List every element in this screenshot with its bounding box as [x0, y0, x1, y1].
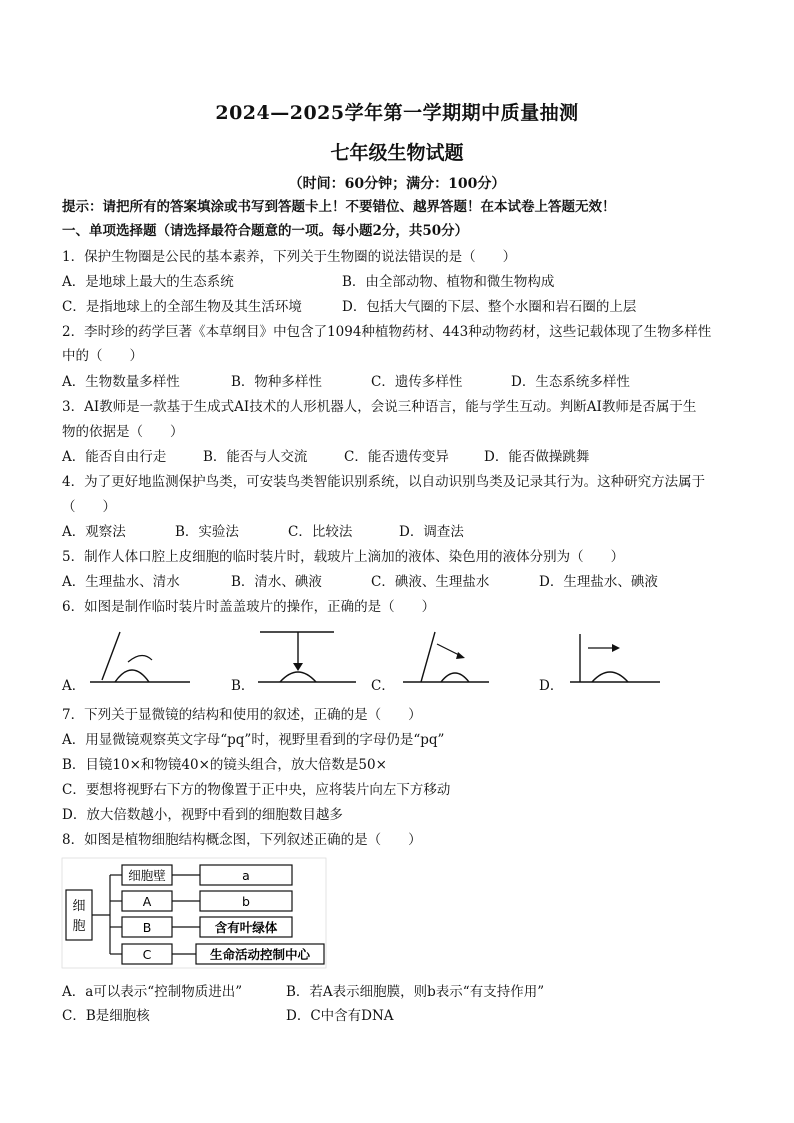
- coverslip-figure-c: [403, 630, 523, 690]
- question-6-option-a: A．: [62, 678, 86, 694]
- question-1-option-c: C．是指地球上的全部生物及其生活环境: [62, 299, 302, 315]
- exam-title: 2024—2025学年第一学期期中质量抽测: [215, 102, 579, 124]
- question-2-stem: 2．李时珍的药学巨著《本草纲目》中包含了1094种植物药材、443种动物药材，这些记载体现了生物多样性: [62, 324, 712, 340]
- exam-subject: 七年级生物试题: [330, 142, 464, 164]
- question-4-option-c: C．比较法: [288, 524, 353, 540]
- question-2-option-a: A．生物数量多样性: [62, 374, 180, 390]
- time-info: （时间：60分钟；满分：100分）: [288, 176, 506, 192]
- question-3-stem-cont: 物的依据是（ ）: [62, 424, 184, 440]
- question-1-option-a: A．是地球上最大的生态系统: [62, 274, 234, 290]
- question-8-option-b: B．若A表示细胞膜，则b表示“有支持作用”: [286, 984, 545, 1000]
- question-2-option-b: B．物种多样性: [231, 374, 322, 390]
- diagram-desc-b: b: [242, 894, 250, 909]
- diagram-desc-chloroplast: 含有叶绿体: [214, 920, 278, 935]
- question-6-option-c: C．: [371, 678, 395, 694]
- question-7-option-b: B．目镜10×和物镜40×的镜头组合，放大倍数是50×: [62, 757, 387, 773]
- question-5-option-c: C．碘液、生理盐水: [371, 574, 490, 590]
- question-1-option-d: D．包括大气圈的下层、整个水圈和岩石圈的上层: [342, 299, 637, 315]
- question-5-option-b: B．清水、碘液: [231, 574, 322, 590]
- question-7-option-d: D．放大倍数越小，视野中看到的细胞数目越多: [62, 807, 343, 823]
- question-8-option-d: D．C中含有DNA: [286, 1008, 394, 1024]
- coverslip-figure-a: [90, 630, 200, 690]
- coverslip-figure-b: [258, 630, 368, 690]
- question-4-stem: 4．为了更好地监测保护鸟类，可安装鸟类智能识别系统，以自动识别鸟类及记录其行为。这种研究方法属于: [62, 474, 706, 490]
- diagram-node-wall: 细胞壁: [128, 868, 166, 883]
- diagram-desc-a: a: [242, 868, 250, 883]
- question-2-option-c: C．遗传多样性: [371, 374, 463, 390]
- question-3-option-a: A．能否自由行走: [62, 449, 167, 465]
- question-5-option-d: D．生理盐水、碘液: [539, 574, 658, 590]
- question-3-option-b: B．能否与人交流: [203, 449, 308, 465]
- question-7-option-c: C．要想将视野右下方的物像置于正中央，应将装片向左下方移动: [62, 782, 451, 798]
- question-6-stem: 6．如图是制作临时装片时盖盖玻片的操作，正确的是（ ）: [62, 599, 436, 615]
- diagram-root-char2: 胞: [72, 919, 86, 934]
- question-1-stem: 1．保护生物圈是公民的基本素养，下列关于生物圈的说法错误的是（ ）: [62, 249, 517, 265]
- question-7-stem: 7．下列关于显微镜的结构和使用的叙述，正确的是（ ）: [62, 707, 422, 723]
- question-6-option-b: B．: [231, 678, 255, 694]
- diagram-node-b: B: [142, 920, 152, 935]
- question-1-option-b: B．由全部动物、植物和微生物构成: [342, 274, 555, 290]
- question-5-option-a: A．生理盐水、清水: [62, 574, 180, 590]
- section-heading: 一、单项选择题（请选择最符合题意的一项。每小题2分，共50分）: [62, 223, 469, 239]
- question-2-option-d: D．生态系统多样性: [511, 374, 630, 390]
- question-4-stem-cont: （ ）: [62, 499, 116, 515]
- question-4-option-b: B．实验法: [175, 524, 239, 540]
- question-3-option-d: D．能否做操跳舞: [484, 449, 590, 465]
- diagram-root-char1: 细: [72, 899, 86, 914]
- diagram-node-c: C: [142, 947, 152, 962]
- question-5-stem: 5．制作人体口腔上皮细胞的临时装片时，载玻片上滴加的液体、染色用的液体分别为（ ）: [62, 549, 625, 565]
- question-3-stem: 3．AI教师是一款基于生成式AI技术的人形机器人，会说三种语言，能与学生互动。判断AI教师是否属于生: [62, 399, 697, 415]
- question-4-option-d: D．调查法: [399, 524, 464, 540]
- question-8-option-c: C．B是细胞核: [62, 1008, 150, 1024]
- coverslip-figure-d: [570, 632, 670, 692]
- diagram-node-a: A: [142, 894, 152, 909]
- diagram-desc-control: 生命活动控制中心: [209, 947, 311, 962]
- question-4-option-a: A．观察法: [62, 524, 126, 540]
- question-7-option-a: A．用显微镜观察英文字母“pq”时，视野里看到的字母仍是“pq”: [62, 732, 445, 748]
- question-8-stem: 8．如图是植物细胞结构概念图，下列叙述正确的是（ ）: [62, 832, 422, 848]
- notice: 提示：请把所有的答案填涂或书写到答题卡上！不要错位、越界答题！在本试卷上答题无效！: [62, 199, 616, 215]
- question-2-stem-cont: 中的（ ）: [62, 348, 143, 364]
- cell-concept-diagram: [62, 858, 334, 970]
- question-3-option-c: C．能否遗传变异: [344, 449, 449, 465]
- question-8-option-a: A．a可以表示“控制物质进出”: [62, 984, 243, 1000]
- question-6-option-d: D．: [539, 678, 564, 694]
